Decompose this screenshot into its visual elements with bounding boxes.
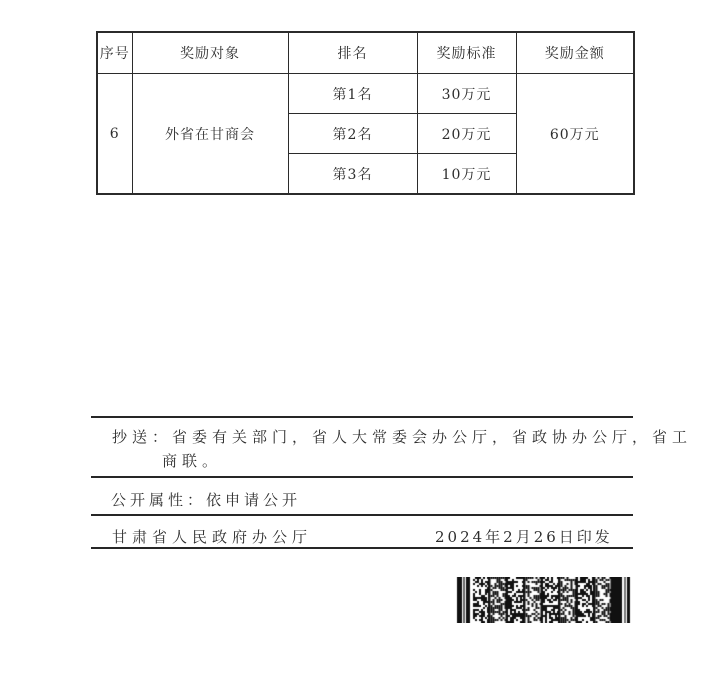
cc-note-line2: 商联。 <box>162 452 223 470</box>
divider-line <box>91 416 633 418</box>
issuer-name: 甘肃省人民政府办公厅 <box>112 528 313 546</box>
cell-standard-1: 30万元 <box>417 74 516 114</box>
cc-note-line1: 抄送：省委有关部门，省人大常委会办公厅，省政协办公厅，省工 <box>112 428 693 446</box>
publicity-attribute: 公开属性：依申请公开 <box>111 491 302 509</box>
divider-line <box>91 547 633 549</box>
cell-total-amount: 60万元 <box>516 74 634 195</box>
barcode-2d <box>456 577 632 623</box>
cell-rank-1: 第1名 <box>288 74 417 114</box>
cell-recipient: 外省在甘商会 <box>132 74 288 195</box>
divider-line <box>91 514 633 516</box>
cell-standard-3: 10万元 <box>417 154 516 195</box>
cell-seq: 6 <box>97 74 132 195</box>
table-header-row <box>97 32 634 74</box>
cell-rank-3: 第3名 <box>288 154 417 195</box>
table-header-seq: 序号 <box>97 32 132 74</box>
print-date: 2024年2月26日印发 <box>435 528 613 546</box>
table-header-standard: 奖励标准 <box>417 32 516 74</box>
table-header-recipient: 奖励对象 <box>132 32 288 74</box>
cell-standard-2: 20万元 <box>417 114 516 154</box>
table-header-rank: 排名 <box>288 32 417 74</box>
divider-line <box>91 476 633 478</box>
table-row <box>97 74 634 114</box>
cell-rank-2: 第2名 <box>288 114 417 154</box>
reward-table <box>96 31 635 195</box>
table-header-amount: 奖励金额 <box>516 32 634 74</box>
